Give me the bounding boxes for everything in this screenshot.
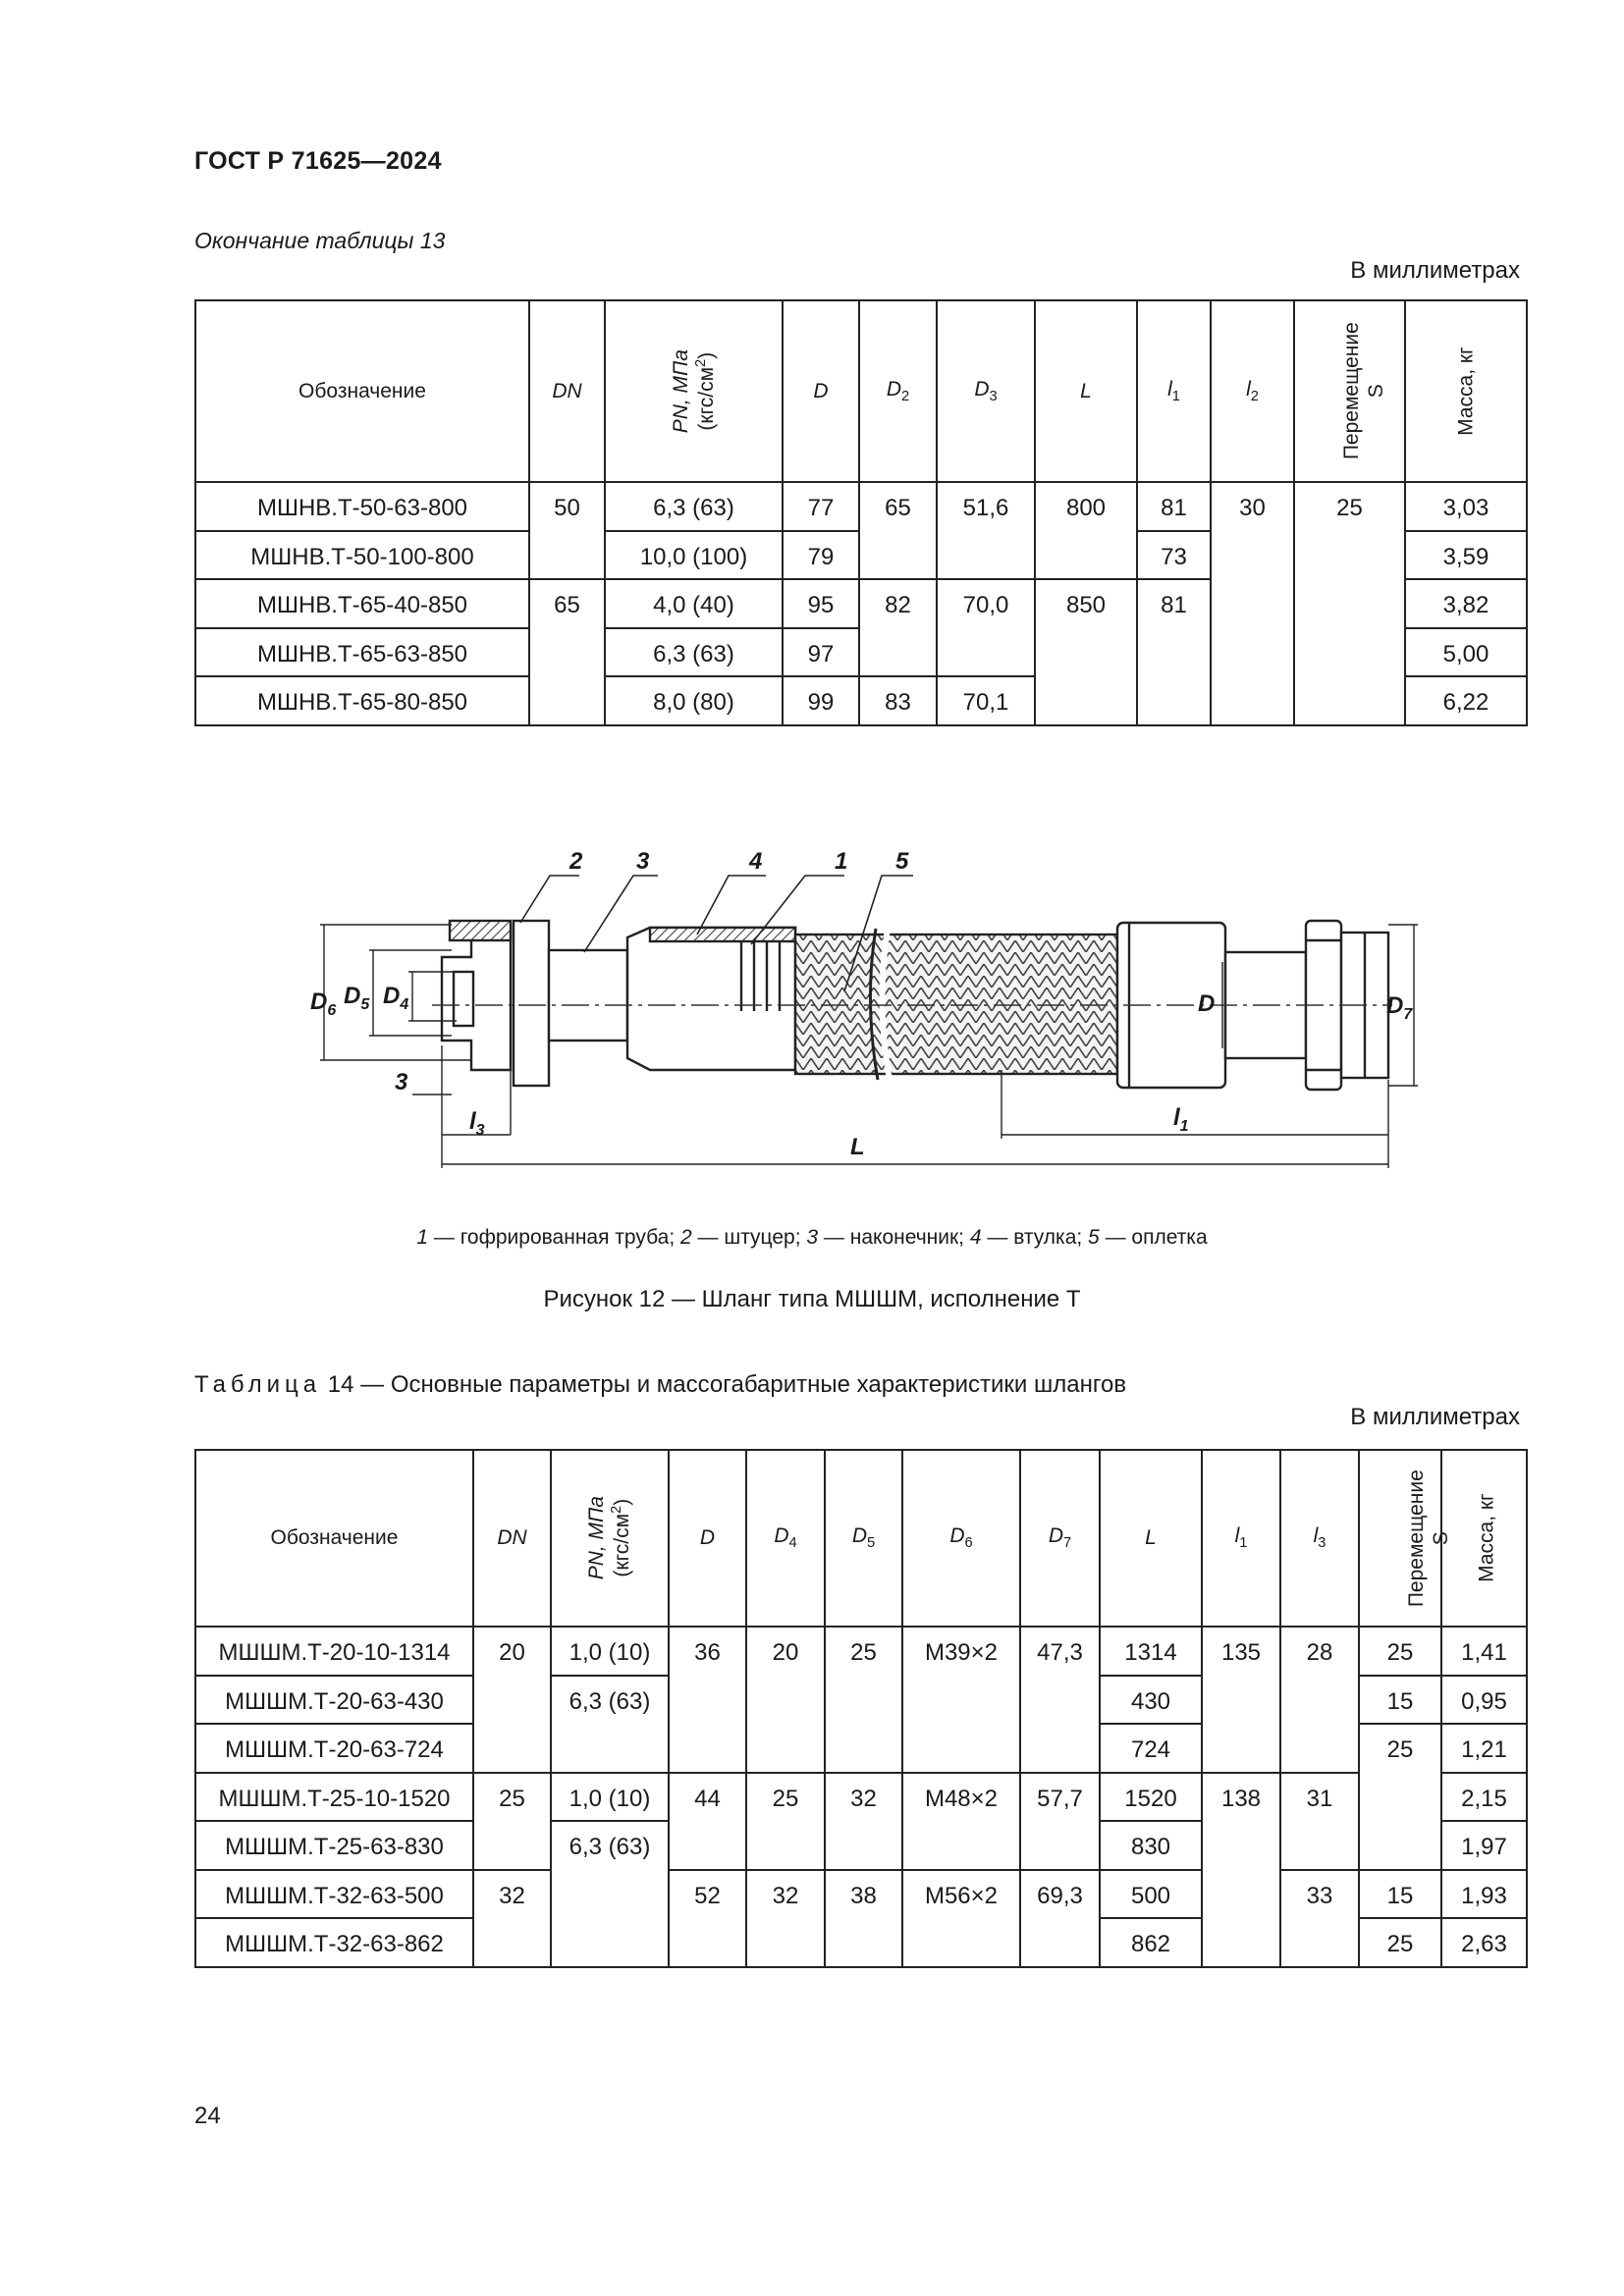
cell-l1: 73 [1137,531,1211,580]
d-label: D [813,379,829,402]
cell-d6: М48×2 [902,1773,1020,1870]
legend-num-4: 4 [969,1226,982,1249]
cell-d: 52 [669,1870,746,1967]
col-header-l3 [1280,1450,1359,1627]
cell-l1: 135 [1202,1627,1280,1773]
col-header-l [1035,300,1137,482]
cell-mass: 5,00 [1405,628,1527,677]
table-row [195,482,1527,531]
cell-dn: 50 [529,482,605,579]
cell-mass: 1,93 [1441,1870,1527,1919]
col-header-d7 [1020,1450,1100,1627]
cell-pn: 1,0 (10) [551,1773,669,1822]
label-L: L [850,1134,865,1160]
d7-label: D [1048,1524,1063,1548]
union-nut [514,921,549,1086]
cell-designation: МШНВ.Т-65-40-850 [195,579,529,628]
col-header-d [669,1450,746,1627]
label-d6: $D_6$ [310,988,337,1019]
col-header-dn [473,1450,551,1627]
d6-sub: 6 [964,1535,973,1552]
l2-sub: 2 [1250,389,1259,405]
sleeve [627,928,795,1070]
l3-label: l [1313,1524,1319,1548]
l2-label: l [1246,377,1251,400]
legend-num-3: 3 [806,1226,819,1249]
cell-d6: М56×2 [902,1870,1020,1967]
label-d5: $D_5$ [344,983,370,1013]
cell-designation: МШШМ.Т-20-10-1314 [195,1627,473,1676]
cell-d4: 25 [746,1773,825,1870]
d-label: D [699,1526,716,1549]
legend-text-2: — штуцер; [691,1226,807,1249]
cell-d3: 51,6 [937,482,1035,579]
movement-label [1339,323,1388,460]
pn-label [669,349,719,433]
cell-d5: 25 [825,1627,902,1773]
mass-label: Масса, кг [1475,1493,1498,1583]
label-d: D [1198,990,1216,1017]
cell-d: 99 [783,676,859,725]
cell-pn: 1,0 (10) [551,1627,669,1676]
cell-dn: 32 [473,1870,551,1967]
cell-dn: 65 [529,579,605,725]
cell-l: 430 [1100,1676,1202,1725]
cell-pn: 6,3 (63) [551,1821,669,1967]
l1-label: l [1167,377,1172,400]
legend-text-3: — наконечник; [818,1226,970,1249]
callout-3: 3 [636,848,650,875]
cell-designation: МШНВ.Т-50-100-800 [195,531,529,580]
movement-line1: Перемещение [1404,1469,1428,1607]
col-header-movement [1294,300,1405,482]
cell-pn: 8,0 (80) [605,676,783,725]
label-3: 3 [395,1069,408,1095]
table13 [194,299,1528,726]
label-l3: $l_3$ [469,1108,485,1139]
table-row [195,1627,1527,1676]
cell-designation: МШНВ.Т-65-63-850 [195,628,529,677]
callout-4: 4 [749,848,763,875]
cell-l: 800 [1035,482,1137,579]
table14-units: В миллиметрах [1350,1404,1520,1430]
cell-l3: 28 [1280,1627,1359,1773]
cell-d: 79 [783,531,859,580]
pn-unit-close: ) [611,1499,634,1507]
cell-pn: 6,3 (63) [551,1676,669,1773]
cell-d6: М39×2 [902,1627,1020,1773]
cell-pn: 6,3 (63) [605,628,783,677]
l1-sub: 1 [1239,1535,1248,1552]
table14-title-word: Таблица [194,1371,322,1398]
mass-label: Масса, кг [1454,347,1478,436]
pn-unit-sup: 2 [692,358,709,367]
col-header-l2 [1211,300,1294,482]
cell-l1: 81 [1137,482,1211,531]
table13-continuation-caption: Окончание таблицы 13 [194,228,446,253]
col-header-pn [551,1450,669,1627]
d2-sub: 2 [901,389,910,405]
cell-movement: 25 [1359,1918,1441,1967]
cell-l: 1520 [1100,1773,1202,1822]
pn-main: PN, МПа [585,1496,609,1580]
col-header-d2 [859,300,937,482]
d7-sub: 7 [1063,1535,1072,1552]
cell-l1: 138 [1202,1773,1280,1967]
cell-d: 36 [669,1627,746,1773]
cell-d: 77 [783,482,859,531]
cell-designation: МШНВ.Т-65-80-850 [195,676,529,725]
cell-designation: МШШМ.Т-32-63-500 [195,1870,473,1919]
cell-d7: 57,7 [1020,1773,1100,1870]
left-end-fitting [442,925,511,1070]
cell-d2: 83 [859,676,937,725]
cell-d5: 32 [825,1773,902,1870]
pn-unit-close: ) [694,351,718,359]
col-header-d4 [746,1450,825,1627]
table-row [195,1773,1527,1822]
cell-mass: 3,03 [1405,482,1527,531]
l3-sub: 3 [1318,1535,1326,1552]
sleeve-section [650,928,795,941]
cell-l: 862 [1100,1918,1202,1967]
col-header-pn [605,300,783,482]
cell-l: 1314 [1100,1627,1202,1676]
table14-title-text: 14 — Основные параметры и массогабаритные характеристики шлангов [327,1371,1127,1398]
cell-movement: 15 [1359,1676,1441,1725]
cell-designation: МШШМ.Т-25-63-830 [195,1821,473,1870]
cell-mass: 0,95 [1441,1676,1527,1725]
cell-designation: МШШМ.Т-20-63-430 [195,1676,473,1725]
cell-mass: 1,97 [1441,1821,1527,1870]
cell-l: 724 [1100,1724,1202,1773]
leader-2 [520,876,579,923]
l-label: L [1080,379,1092,402]
cell-d4: 20 [746,1627,825,1773]
d6-label: D [949,1524,965,1548]
d4-label: D [774,1524,789,1548]
cell-l: 850 [1035,579,1137,725]
table13-header-row [195,300,1527,482]
col-header-d5 [825,1450,902,1627]
cell-d5: 38 [825,1870,902,1967]
col-header-l1 [1137,300,1211,482]
legend-num-5: 5 [1088,1226,1100,1249]
label-d7: $D_7$ [1386,992,1413,1023]
col-header-l [1100,1450,1202,1627]
d5-sub: 5 [867,1535,876,1552]
d4-sub: 4 [788,1535,797,1552]
pn-label [584,1496,634,1579]
table13-units: В миллиметрах [1350,257,1520,284]
cell-mass: 3,82 [1405,579,1527,628]
legend-num-1: 1 [416,1226,429,1249]
dn-label: DN [552,379,582,402]
legend-text-1: — гофрированная труба; [428,1226,680,1249]
col-header-l1 [1202,1450,1280,1627]
cell-pn: 4,0 (40) [605,579,783,628]
movement-line2: S [1364,384,1387,399]
cell-l2: 30 [1211,482,1294,725]
cell-pn: 10,0 (100) [605,531,783,580]
cell-movement: 15 [1359,1870,1441,1919]
cell-designation: МШШМ.Т-20-63-724 [195,1724,473,1773]
col-header-d3 [937,300,1035,482]
cell-l: 830 [1100,1821,1202,1870]
col-header-movement [1359,1450,1452,1627]
col-header-mass [1405,300,1527,482]
cell-mass: 3,59 [1405,531,1527,580]
l1-sub: 1 [1171,389,1180,405]
pn-unit-sup: 2 [609,1506,625,1515]
table-row [195,1870,1527,1919]
col-header-d6 [902,1450,1020,1627]
cell-mass: 2,63 [1441,1918,1527,1967]
legend-num-2: 2 [680,1226,692,1249]
col-header-designation: Обозначение [195,1450,473,1627]
col-header-mass [1441,1450,1527,1627]
cell-d: 95 [783,579,859,628]
figure12-caption: Рисунок 12 — Шланг типа МШШМ, исполнение Т [543,1286,1081,1312]
callout-1: 1 [835,848,848,875]
figure12-legend [0,1226,1624,1250]
cell-l1: 81 [1137,579,1211,725]
leader-4 [697,876,766,934]
cell-designation: МШНВ.Т-50-63-800 [195,482,529,531]
d3-sub: 3 [989,389,998,405]
document-header: ГОСТ Р 71625—2024 [194,147,442,175]
cell-mass: 1,21 [1441,1724,1527,1773]
cell-designation: МШШМ.Т-25-10-1520 [195,1773,473,1822]
page-number: 24 [194,2103,221,2129]
cell-d3: 70,1 [937,676,1035,725]
cell-dn: 25 [473,1773,551,1870]
cell-movement: 25 [1359,1724,1441,1870]
l1-label: l [1234,1524,1240,1548]
cell-l3: 33 [1280,1870,1359,1967]
l-label: L [1145,1526,1157,1549]
legend-text-5: — оплетка [1099,1226,1208,1249]
d3-label: D [974,377,990,400]
table14-title [194,1371,1126,1399]
pn-unit: (кгс/см [694,366,718,431]
fitting-section [450,921,511,940]
table14-header-row [195,1450,1527,1627]
cell-d: 44 [669,1773,746,1870]
cell-d7: 47,3 [1020,1627,1100,1773]
cell-d: 97 [783,628,859,677]
cell-l: 500 [1100,1870,1202,1919]
cell-designation: МШШМ.Т-32-63-862 [195,1918,473,1967]
d2-label: D [886,377,901,400]
label-d4: $D_4$ [383,983,409,1013]
figure12-hose-drawing [285,834,1413,1188]
cell-mass: 6,22 [1405,676,1527,725]
col-header-designation: Обозначение [195,300,529,482]
legend-text-4: — втулка; [981,1226,1089,1249]
cell-mass: 1,41 [1441,1627,1527,1676]
col-header-dn [529,300,605,482]
table14 [194,1449,1528,1968]
cell-d3: 70,0 [937,579,1035,676]
movement-label [1404,1469,1453,1607]
cell-movement: 25 [1294,482,1405,725]
movement-line1: Перемещение [1339,322,1363,460]
cell-d2: 82 [859,579,937,676]
cell-movement: 25 [1359,1627,1441,1676]
cell-d7: 69,3 [1020,1870,1100,1967]
cell-mass: 2,15 [1441,1773,1527,1822]
label-l1: $l_1$ [1173,1104,1189,1135]
callout-5: 5 [895,848,909,875]
dn-label: DN [497,1526,527,1549]
cell-d2: 65 [859,482,937,579]
cell-dn: 20 [473,1627,551,1773]
pn-main: PN, МПа [669,348,692,434]
braid [795,934,1117,1074]
col-header-d [783,300,859,482]
cell-d4: 32 [746,1870,825,1967]
tip-tube [549,950,627,1041]
cell-pn: 6,3 (63) [605,482,783,531]
pn-unit: (кгс/см [611,1514,634,1577]
cell-l3: 31 [1280,1773,1359,1870]
movement-line2: S [1429,1530,1452,1546]
d5-label: D [851,1524,867,1548]
callout-2: 2 [569,848,583,875]
